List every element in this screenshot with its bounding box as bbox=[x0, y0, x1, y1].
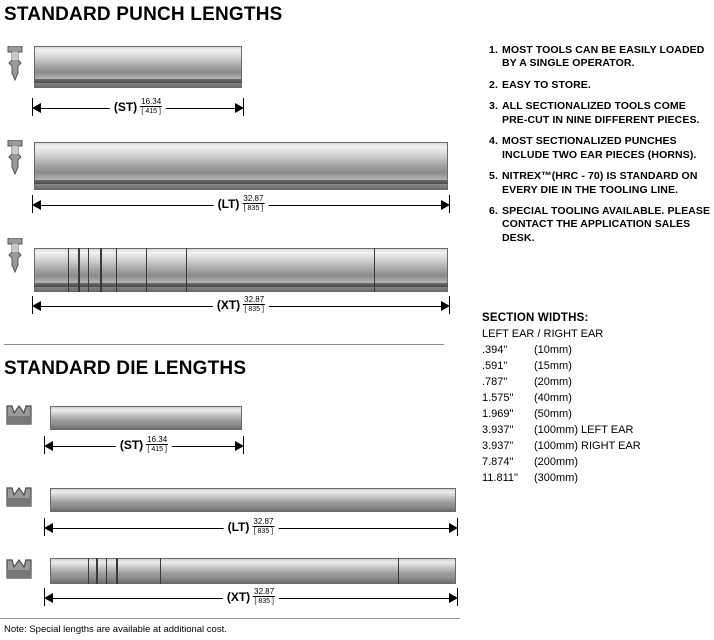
punch-dim-xt bbox=[32, 295, 450, 313]
die-bar-xt bbox=[50, 558, 456, 584]
width-mm: (40mm) bbox=[534, 391, 572, 404]
dim-tick-right bbox=[457, 588, 458, 606]
die-dim-xt bbox=[44, 587, 458, 605]
section-width-row bbox=[482, 343, 714, 359]
dim-arrow-left bbox=[32, 200, 41, 210]
dim-tick-left bbox=[44, 518, 45, 536]
width-inch: 1.969" bbox=[482, 407, 514, 420]
note-number: 5. bbox=[489, 170, 498, 183]
note-item bbox=[482, 100, 714, 127]
punch-dim-lt bbox=[32, 194, 450, 212]
dim-label bbox=[224, 518, 279, 535]
segment-divider bbox=[78, 248, 80, 292]
dim-label-fraction bbox=[146, 436, 168, 453]
dim-label-inch: 32.87 bbox=[244, 295, 265, 304]
dim-label-mm: [ 415 ] bbox=[147, 446, 167, 453]
note-text: MOST SECTIONALIZED PUNCHES INCLUDE TWO EAR PIECES (HORNS). bbox=[502, 135, 697, 161]
die-bar-xt-body bbox=[50, 558, 456, 584]
segment-divider bbox=[88, 248, 89, 292]
segment-divider bbox=[186, 248, 187, 292]
note-number: 4. bbox=[489, 135, 498, 148]
die-bar-st bbox=[50, 406, 242, 430]
dim-label-mm: [ 835 ] bbox=[243, 205, 264, 212]
die-bar-lt-body bbox=[50, 488, 456, 512]
width-inch: 3.937” bbox=[482, 439, 514, 452]
note-number: 3. bbox=[489, 100, 498, 113]
width-mm: (300mm) bbox=[534, 471, 579, 484]
note-item bbox=[482, 135, 714, 162]
note-item bbox=[482, 44, 714, 71]
dim-label-code: (XT) bbox=[216, 297, 241, 312]
section-width-row bbox=[482, 407, 714, 423]
segment-divider bbox=[100, 248, 102, 292]
dim-label bbox=[213, 296, 269, 313]
dim-arrow-left bbox=[44, 441, 53, 451]
dim-label-code: (ST) bbox=[113, 99, 138, 114]
die-bar-lt bbox=[50, 488, 456, 512]
die-profile-icon bbox=[6, 404, 32, 428]
dim-label-code: (LT) bbox=[217, 196, 240, 211]
section-width-row bbox=[482, 439, 714, 455]
dim-arrow-left bbox=[32, 301, 41, 311]
dim-label-fraction bbox=[243, 296, 265, 313]
dim-tick-right bbox=[449, 195, 450, 213]
segment-divider bbox=[116, 248, 117, 292]
die-dim-st bbox=[44, 435, 244, 453]
width-mm: (100mm) LEFT EAR bbox=[534, 423, 634, 436]
segment-divider bbox=[146, 248, 147, 292]
segment-divider bbox=[106, 558, 107, 584]
footer-divider bbox=[0, 618, 460, 619]
dim-label-mm: [ 835 ] bbox=[254, 598, 274, 605]
width-mm: (100mm) RIGHT EAR bbox=[534, 439, 641, 452]
dim-label-inch: 32.87 bbox=[254, 587, 275, 596]
note-text: MOST TOOLS CAN BE EASILY LOADED BY A SINGLE OPERATOR. bbox=[502, 44, 705, 70]
width-inch: .591" bbox=[482, 359, 508, 372]
dim-label-code: (LT) bbox=[227, 519, 250, 534]
dim-label-inch: 16.34 bbox=[147, 435, 168, 444]
notes-list bbox=[482, 44, 714, 253]
punch-bar-st-strip bbox=[34, 79, 242, 83]
dim-label-mm: [ 835 ] bbox=[253, 528, 274, 535]
segment-divider bbox=[68, 248, 69, 292]
section-widths-subtitle: LEFT EAR / RIGHT EAR bbox=[482, 328, 604, 340]
dim-label-mm: [ 415 ] bbox=[141, 108, 161, 115]
segment-divider bbox=[398, 558, 399, 584]
width-inch: 3.937" bbox=[482, 423, 514, 436]
segment-divider bbox=[116, 558, 118, 584]
note-item bbox=[482, 205, 714, 245]
section-width-row bbox=[482, 359, 714, 375]
dim-tick-right bbox=[243, 436, 244, 454]
dim-label bbox=[116, 436, 172, 453]
dim-tick-left bbox=[32, 195, 33, 213]
width-mm: (10mm) bbox=[534, 344, 572, 356]
die-profile-icon bbox=[6, 558, 32, 582]
footnote: Note: Special lengths are available at additional cost. bbox=[4, 624, 227, 635]
width-inch: 1.575" bbox=[482, 391, 514, 404]
punch-profile-icon bbox=[4, 238, 26, 280]
segment-divider bbox=[374, 248, 375, 292]
width-mm: (200mm) bbox=[534, 455, 579, 468]
punch-section-title: STANDARD PUNCH LENGTHS bbox=[4, 4, 283, 25]
segment-divider bbox=[160, 558, 161, 584]
width-inch: 7.874" bbox=[482, 455, 514, 468]
note-number: 6. bbox=[489, 204, 498, 217]
section-widths-title: SECTION WIDTHS: bbox=[482, 312, 589, 324]
note-text: ALL SECTIONALIZED TOOLS COME PRE-CUT IN NINE DIFFERENT PIECES. bbox=[502, 100, 700, 126]
dim-label-code: (ST) bbox=[119, 437, 144, 452]
dim-label-mm: [ 835 ] bbox=[244, 306, 264, 313]
note-text: EASY TO STORE. bbox=[502, 78, 591, 91]
width-mm: (20mm) bbox=[534, 375, 572, 388]
die-profile-icon bbox=[6, 486, 32, 510]
section-widths-block bbox=[482, 312, 714, 486]
segment-divider bbox=[88, 558, 89, 584]
punch-bar-xt-strip bbox=[34, 283, 448, 287]
note-number: 1. bbox=[489, 44, 498, 56]
dim-tick-left bbox=[32, 296, 33, 314]
punch-dim-st bbox=[32, 97, 244, 115]
width-inch: 11.811" bbox=[482, 471, 518, 484]
punch-profile-icon bbox=[4, 46, 26, 88]
section-width-row bbox=[482, 423, 714, 439]
dim-arrow-left bbox=[44, 593, 53, 603]
dim-arrow-left bbox=[32, 103, 41, 113]
section-width-row bbox=[482, 471, 714, 487]
segment-divider bbox=[96, 558, 98, 584]
dim-label-fraction bbox=[242, 195, 264, 212]
dim-tick-left bbox=[44, 436, 45, 454]
punch-bar-st bbox=[34, 46, 242, 88]
note-item bbox=[482, 170, 714, 197]
dim-label bbox=[214, 195, 269, 212]
section-width-row bbox=[482, 455, 714, 471]
width-mm: (50mm) bbox=[534, 407, 572, 420]
dim-label-fraction bbox=[252, 518, 274, 535]
width-mm: (15mm) bbox=[534, 359, 572, 372]
dim-label bbox=[223, 588, 279, 605]
width-inch: .787" bbox=[482, 375, 508, 388]
die-dim-lt bbox=[44, 517, 458, 535]
punch-bar-lt-strip bbox=[34, 180, 448, 184]
section-width-row bbox=[482, 391, 714, 407]
dim-label-inch: 16.34 bbox=[141, 97, 162, 106]
dim-label bbox=[110, 98, 166, 115]
dim-tick-right bbox=[449, 296, 450, 314]
dim-tick-right bbox=[457, 518, 458, 536]
width-inch: .394" bbox=[482, 344, 508, 356]
punch-bar-xt bbox=[34, 248, 448, 292]
dim-tick-right bbox=[243, 98, 244, 116]
dim-label-code: (XT) bbox=[226, 589, 251, 604]
note-number: 2. bbox=[489, 78, 498, 91]
punch-profile-icon bbox=[4, 140, 26, 182]
dim-label-fraction bbox=[253, 588, 275, 605]
note-item bbox=[482, 79, 714, 92]
note-text: SPECIAL TOOLING AVAILABLE. PLEASE CONTACT THE APPLICATION SALES DESK. bbox=[502, 204, 711, 244]
section-width-row bbox=[482, 375, 714, 391]
die-section-title: STANDARD DIE LENGTHS bbox=[4, 358, 247, 379]
punch-bar-lt bbox=[34, 142, 448, 190]
dim-tick-left bbox=[32, 98, 33, 116]
dim-label-fraction bbox=[140, 98, 162, 115]
die-bar-st-body bbox=[50, 406, 242, 430]
note-text: NITREX™(HRC - 70) IS STANDARD ON EVERY DIE IN THE TOOLING LINE. bbox=[502, 170, 698, 196]
section-divider bbox=[4, 344, 444, 345]
dim-tick-left bbox=[44, 588, 45, 606]
dim-label-inch: 32.87 bbox=[253, 517, 274, 526]
dim-arrow-left bbox=[44, 523, 53, 533]
dim-label-inch: 32.87 bbox=[243, 194, 264, 203]
